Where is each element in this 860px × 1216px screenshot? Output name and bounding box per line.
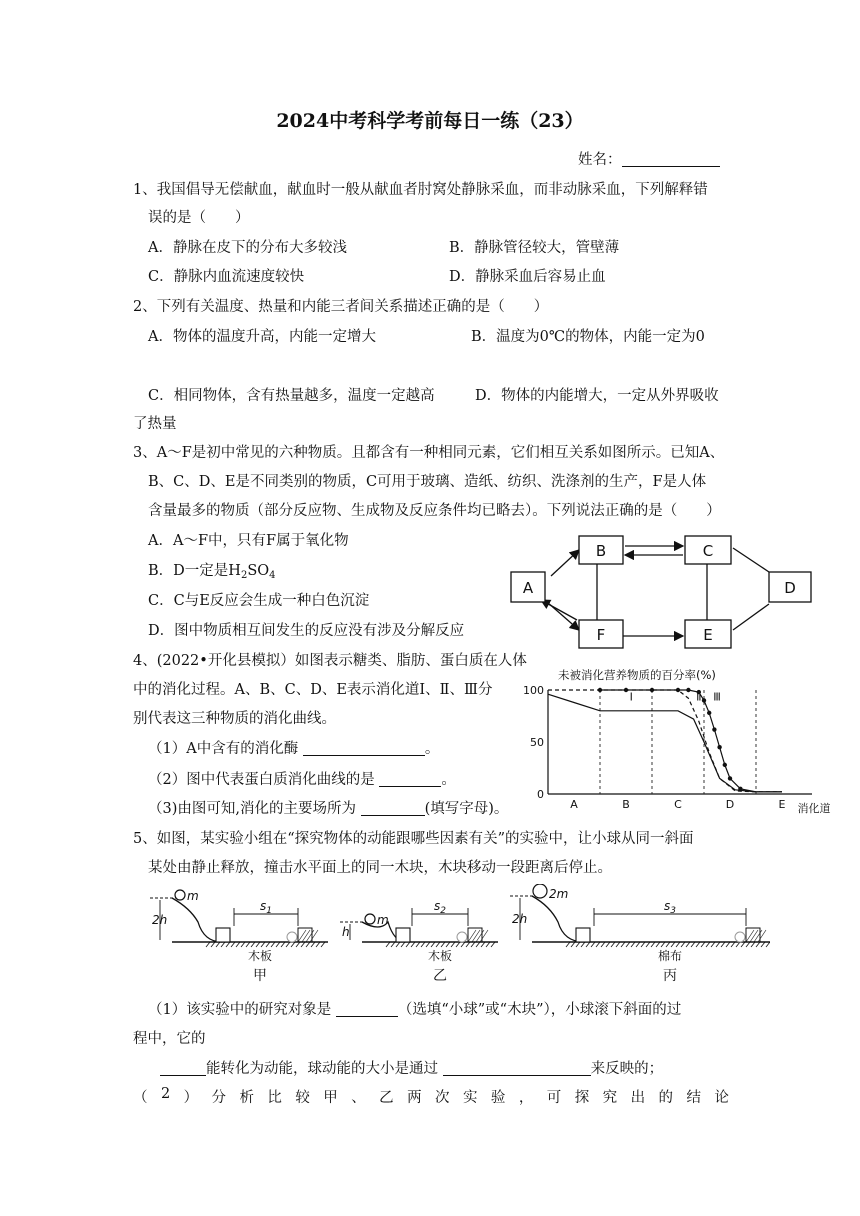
x-tick-label: B [622,798,630,811]
chart-title: 未被消化营养物质的百分率(%) [558,668,716,682]
ground-hatch [696,942,700,947]
name-label: 姓名： [578,152,622,168]
series-3-point [686,688,690,692]
q5-sub1-text-e: 来反映的； [590,1061,664,1077]
x-axis-label: 消化道 [797,802,831,815]
q3-stem-line3: 含量最多的物质（部分反应物、生成物及反应条件均已略去）。下列说法正确的是（ ） [148,503,721,519]
ball-final [287,932,297,942]
q2-option-d[interactable]: D．物体的内能增大，一定从外界吸收 [475,388,719,404]
ground-hatch [271,942,275,947]
ground-hatch [276,942,280,947]
block-hatch [310,930,318,942]
q3-stem-line2: B、C、D、E是不同类别的物质，C可用于玻璃、造纸、纺织、洗涤剂的生产，F是人体 [148,474,707,490]
series-3-point [598,688,602,692]
page-title: 2024中考科学考前每日一练（23） [276,110,584,132]
ground-hatch [626,942,630,947]
ground-hatch [261,942,265,947]
panel-caption: 甲 [253,968,267,984]
ball-mass-label: 2m [549,887,569,901]
height-label: 2h [512,912,528,926]
ground-hatch [391,942,395,947]
node-d-label: D [784,579,796,597]
ground-hatch [291,942,295,947]
x-tick-label: E [778,798,786,811]
y-tick-label: 0 [537,788,544,801]
ground-hatch [766,942,770,947]
q5-sub2-char: ） [183,1090,199,1106]
ground-hatch [406,942,410,947]
ground-hatch [466,942,470,947]
digestion-chart [522,664,840,819]
q2-stem: 2、下列有关温度、热量和内能三者间关系描述正确的是（ ） [133,299,549,315]
block-start [216,928,230,942]
q5-sub2-char: 验 [490,1090,506,1106]
ball-final [735,932,745,942]
series-3-point [712,727,716,731]
distance-symbol: s [664,899,671,913]
ground-hatch [296,942,300,947]
series-3-point [723,763,727,767]
ground-hatch [656,942,660,947]
ground-hatch [441,942,445,947]
q5-sub2-char: 的 [658,1090,674,1106]
surface-label: 木板 [247,949,273,963]
ground-hatch [711,942,715,947]
ground-hatch [661,942,665,947]
ground-hatch [401,942,405,947]
chart-layer [523,684,831,815]
ground-hatch [431,942,435,947]
ground-hatch [411,942,415,947]
ground-hatch [591,942,595,947]
q5-sub2-char: 究 [602,1090,618,1106]
series-label-2: Ⅱ [696,690,702,704]
experiment-panel-2 [340,899,498,984]
ground-hatch [751,942,755,947]
q5-sub2-char: 比 [267,1090,282,1106]
q3-option-d[interactable]: D．图中物质相互间发生的反应没有涉及分解反应 [148,623,465,639]
series-3-point [624,688,628,692]
ground-hatch [471,942,475,947]
ground-hatch [601,942,605,947]
name-blank[interactable] [622,152,720,167]
q5-sub2-char: 、 [351,1090,366,1106]
ground-hatch [456,942,460,947]
q5-sub2-char: 探 [574,1090,590,1106]
height-label: h [342,925,350,939]
ground-hatch [686,942,690,947]
q5-sub2-char: 乙 [379,1090,394,1106]
q3-option-a[interactable]: A．A～F中，只有F属于氧化物 [148,533,349,549]
series-line-1 [548,694,782,792]
distance-label [260,899,272,916]
q5-sub2-char: 出 [630,1090,646,1106]
q4-sub1 [148,737,439,758]
series-3-point [738,787,742,791]
q5-sub2-char: 分 [211,1090,227,1106]
ground-hatch [491,942,495,947]
ground-hatch [616,942,620,947]
block-hatch [298,930,306,942]
ground-hatch [481,942,485,947]
q5-layer [150,884,770,984]
ground-hatch [631,942,635,947]
q4-sub1-blank[interactable] [303,741,425,756]
q5-sub2-char: 2 [160,1086,171,1102]
x-tick-label: D [725,798,735,811]
distance-subscript: 2 [440,906,446,916]
ground-hatch [251,942,255,947]
ground-hatch [581,942,585,947]
ground-hatch [231,942,235,947]
name-field[interactable] [578,148,720,169]
q5-sub1-blank1[interactable] [336,1002,398,1017]
distance-label [664,899,676,916]
q5-sub2-char: 析 [239,1090,254,1106]
ground-hatch [306,942,310,947]
experiment-panel-3 [510,884,770,984]
q5-sub1-line1 [148,998,681,1019]
q4-sub3-end: (填写字母)。 [424,801,509,817]
q4-sub3-text: （3)由图可知,消化的主要场所为 [148,801,356,817]
block-hatch [476,930,484,942]
ground-hatch [246,942,250,947]
ground-hatch [646,942,650,947]
ground-hatch [731,942,735,947]
ground-hatch [216,942,220,947]
panel-caption: 丙 [663,968,677,984]
ground-hatch [606,942,610,947]
q4-sub2-text: （2）图中代表蛋白质消化曲线的是 [148,772,375,788]
ground-hatch [571,942,575,947]
q1-option-a[interactable]: A．静脉在皮下的分布大多较浅 [148,240,347,256]
block-hatch [754,930,762,942]
ground-hatch [226,942,230,947]
ground-hatch [691,942,695,947]
q2-option-b[interactable]: B．温度为0℃的物体，内能一定为0 [471,329,705,345]
ground-hatch [736,942,740,947]
ground-hatch [321,942,325,947]
q5-stem-line1: 5、如图，某实验小组在“探究物体的动能跟哪些因素有关”的实验中，让小球从同一斜面 [133,831,694,847]
q5-sub2-char: 论 [714,1090,729,1106]
q5-sub2-char: 结 [686,1090,701,1106]
ball-mass-label: m [377,913,389,927]
series-3-point [717,745,721,749]
q5-sub2-char: ， [518,1090,534,1106]
block-hatch [302,930,310,942]
q5-sub2-char: 两 [407,1090,422,1106]
ground-hatch [486,942,490,947]
ground-hatch [681,942,685,947]
ground-hatch [256,942,260,947]
experiment-panel-1 [150,889,328,984]
q5-sub1-blank2[interactable] [160,1061,206,1076]
ground-hatch [286,942,290,947]
ground-hatch [576,942,580,947]
ground-hatch [451,942,455,947]
ground-hatch [386,942,390,947]
ground-hatch [436,942,440,947]
series-3-point [728,776,732,780]
q3-stem-line1: 3、A～F是初中常见的六种物质。且都含有一种相同元素，它们相互关系如图所示。已知A、 [133,445,725,461]
series-label-3: Ⅲ [713,690,721,704]
q5-sub1-text-d: 能转化为动能，球动能的大小是通过 [206,1061,438,1077]
q2-option-d-cont: 了热量 [133,416,177,432]
distance-symbol: s [434,899,441,913]
q5-sub1-blank3[interactable] [443,1061,591,1076]
block-start [576,928,590,942]
ground-hatch [701,942,705,947]
ground-hatch [741,942,745,947]
ground-hatch [461,942,465,947]
ground-hatch [396,942,400,947]
block-hatch [480,930,488,942]
node-f-label: F [596,626,606,644]
ground-hatch [426,942,430,947]
block-hatch [746,930,754,942]
surface-label: 木板 [427,949,453,963]
series-3-point [707,711,711,715]
panel-caption: 乙 [433,968,447,984]
q5-sub2-char: （ [133,1090,148,1106]
surface-label: 棉布 [657,949,683,963]
ground-hatch [706,942,710,947]
ground-hatch [416,942,420,947]
q5-sub2-char: 实 [462,1090,478,1106]
incline [172,898,222,942]
ground-hatch [316,942,320,947]
ground-hatch [651,942,655,947]
block-hatch [750,930,758,942]
q4-sub2-end: 。 [441,772,456,788]
ground-hatch [726,942,730,947]
distance-symbol: s [260,899,267,913]
series-3-point [650,688,654,692]
ground-hatch [221,942,225,947]
ground-hatch [761,942,765,947]
q1-option-c[interactable]: C．静脉内血流速度较快 [148,269,305,285]
block-start [396,928,410,942]
ground-hatch [636,942,640,947]
distance-subscript: 1 [266,906,272,916]
q3-option-c[interactable]: C．C与E反应会生成一种白色沉淀 [148,593,370,609]
distance-subscript: 3 [670,906,676,916]
ground-hatch [666,942,670,947]
q4-sub1-end: 。 [424,741,440,757]
distance-label [434,899,446,916]
ground-hatch [586,942,590,947]
q3-relation-diagram [505,528,825,658]
ground-hatch [756,942,760,947]
ball-final [457,932,467,942]
block-hatch [472,930,480,942]
ball-mass-label: m [187,889,199,903]
q5-sub2-char: 可 [546,1090,562,1106]
q2-option-c[interactable]: C．相同物体，含有热量越多，温度一定越高 [148,388,435,404]
q3-option-b-text: B．D一定是H [148,563,241,579]
q1-option-b[interactable]: B．静脉管径较大，管壁薄 [449,240,620,256]
ground-hatch [266,942,270,947]
q5-sub1-text-a: （1）该实验中的研究对象是 [148,1002,332,1018]
q5-sub1-line2: 程中，它的 [133,1031,206,1047]
q1-option-d[interactable]: D．静脉采血后容易止血 [449,269,606,285]
node-a-label: A [522,579,534,597]
series-3-point [676,688,680,692]
q4-stem-line2: 中的消化过程。A、B、C、D、E表示消化道Ⅰ、Ⅱ、Ⅲ分 [133,682,493,698]
ground-hatch [676,942,680,947]
q5-stem-line2: 某处由静止释放，撞击水平面上的同一木块，木块移动一段距离后停止。 [148,860,612,876]
node-b-label: B [595,542,607,560]
ground-hatch [301,942,305,947]
series-label-1: Ⅰ [629,690,633,704]
q4-sub2 [148,768,456,789]
ground-hatch [236,942,240,947]
q3-option-b-sub2: 4 [269,570,276,581]
q5-sub2-char: 次 [435,1090,450,1106]
ground-hatch [641,942,645,947]
ball [533,884,547,898]
q5-sub2-line [133,1086,729,1107]
q3-option-b-mid: SO [247,563,270,579]
ground-hatch [671,942,675,947]
q4-sub3 [148,797,508,818]
ground-hatch [746,942,750,947]
ground-hatch [211,942,215,947]
ground-hatch [566,942,570,947]
ground-hatch [446,942,450,947]
block-hatch [468,930,476,942]
q5-sub1-line3 [160,1057,663,1078]
ground-hatch [476,942,480,947]
x-tick-label: C [674,798,682,811]
ground-hatch [206,942,210,947]
height-label: 2h [152,913,168,927]
block-hatch [758,930,766,942]
ground-hatch [716,942,720,947]
q5-experiment-figure [150,884,770,988]
ground-hatch [311,942,315,947]
ground-hatch [721,942,725,947]
q4-stem-line3: 别代表这三种物质的消化曲线。 [133,711,336,727]
block-hatch [306,930,314,942]
y-tick-label: 50 [530,736,544,749]
ground-hatch [621,942,625,947]
q5-sub1-text-b: （选填“小球”或“木块”），小球滚下斜面的过 [397,1002,682,1018]
y-tick-label: 100 [523,684,544,697]
q5-sub2-char: 甲 [323,1090,338,1106]
ground-hatch [421,942,425,947]
ground-hatch [281,942,285,947]
q4-sub2-blank[interactable] [379,772,441,787]
ground-hatch [241,942,245,947]
series-3-point [702,698,706,702]
q3-option-b[interactable] [148,559,276,581]
x-tick-label: A [570,798,578,811]
node-e-label: E [703,626,713,644]
node-c-label: C [702,542,714,560]
q4-sub3-blank[interactable] [361,801,425,816]
q5-sub2-char: 较 [295,1090,310,1106]
q4-sub1-text: （1）A中含有的消化酶 [148,741,299,757]
q1-stem-line1: 1、我国倡导无偿献血，献血时一般从献血者肘窝处静脉采血，而非动脉采血，下列解释错 [133,182,708,198]
q4-stem-line1: 4、(2022•开化县模拟）如图表示糖类、脂肪、蛋白质在人体 [133,653,527,669]
ball [365,914,375,924]
q3-option-b-sub1: 2 [240,570,248,581]
ground-hatch [611,942,615,947]
ground-hatch [596,942,600,947]
q1-stem-line2: 误的是（ ） [148,210,250,226]
ball [175,890,185,900]
q2-option-a[interactable]: A．物体的温度升高，内能一定增大 [148,329,376,345]
